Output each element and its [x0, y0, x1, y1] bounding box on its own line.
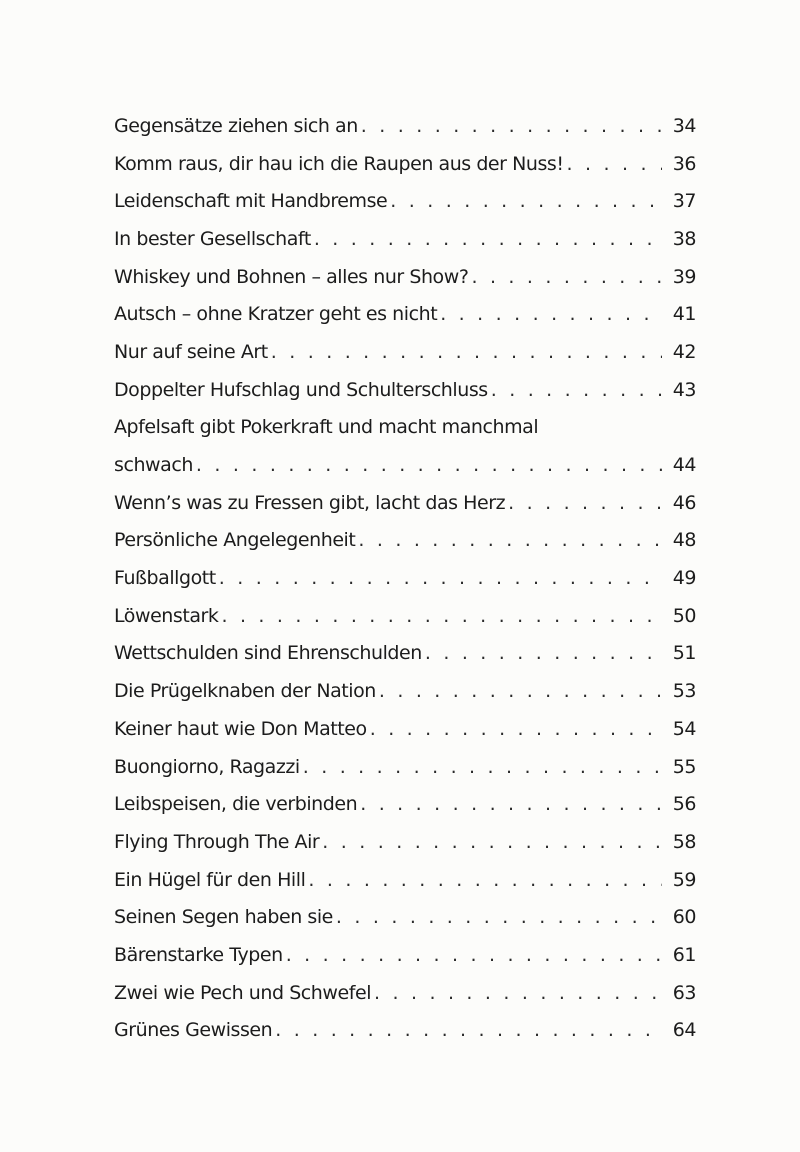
- toc-entry: [114, 333, 696, 371]
- toc-entry-title: Ein Hügel für den Hill: [114, 868, 306, 891]
- toc-entry: [114, 220, 696, 258]
- toc-entry-page: 58: [672, 830, 696, 853]
- toc-entry-title: Buongiorno, Ragazzi: [114, 755, 300, 778]
- toc-entry: [114, 748, 696, 786]
- toc-entry-page: 34: [672, 114, 696, 137]
- toc-entry-page: 61: [672, 943, 696, 966]
- dot-leader: [219, 567, 662, 589]
- toc-entry-title: Whiskey und Bohnen – alles nur Show?: [114, 265, 469, 288]
- toc-entry-title: Apfelsaft gibt Pokerkraft und macht manchmal: [114, 416, 539, 439]
- dot-leader: [271, 341, 662, 363]
- toc-entry-page: 39: [672, 265, 696, 288]
- toc-entry-title: Wenn’s was zu Fressen gibt, lacht das Herz: [114, 491, 506, 514]
- toc-entry-title: Gegensätze ziehen sich an: [114, 114, 358, 137]
- toc-entry-page: 41: [672, 303, 696, 326]
- dot-leader: [374, 982, 662, 1004]
- toc-entry: [114, 1012, 696, 1050]
- dot-leader: [221, 605, 662, 627]
- toc-entry-title: Nur auf seine Art: [114, 340, 268, 363]
- toc-entry-title: Grünes Gewissen: [114, 1019, 273, 1042]
- toc-entry-page: 60: [672, 906, 696, 929]
- toc-entry: [114, 182, 696, 220]
- toc-entry-page: 64: [672, 1019, 696, 1042]
- dot-leader: [286, 944, 662, 966]
- toc-entry: [114, 484, 696, 522]
- toc-entry-page: 50: [672, 604, 696, 627]
- dot-leader: [314, 228, 662, 250]
- toc-entry-title: Fußballgott: [114, 567, 216, 590]
- toc-entry: [114, 258, 696, 296]
- dot-leader: [379, 680, 662, 702]
- toc-entry-title-continued: schwach: [114, 454, 193, 477]
- toc-entry: [114, 785, 696, 823]
- toc-entry-title: Leibspeisen, die verbinden: [114, 793, 358, 816]
- toc-entry-page: 53: [672, 680, 696, 703]
- dot-leader: [425, 642, 662, 664]
- toc-entry-title: Doppelter Hufschlag und Schulterschluss: [114, 378, 488, 401]
- toc-entry-page: 37: [672, 190, 696, 213]
- toc-entry-title: Persönliche Angelegenheit: [114, 529, 356, 552]
- toc-entry-title: Autsch – ohne Kratzer geht es nicht: [114, 303, 438, 326]
- toc-entry-title: Flying Through The Air: [114, 830, 320, 853]
- toc-entry-page: 42: [672, 340, 696, 363]
- dot-leader: [322, 831, 662, 853]
- toc-entry-title: Komm raus, dir hau ich die Raupen aus der Nuss!: [114, 152, 564, 175]
- toc-entry-title: Zwei wie Pech und Schwefel: [114, 981, 372, 1004]
- toc-entry: [114, 861, 696, 899]
- dot-leader: [440, 303, 662, 325]
- dot-leader: [275, 1019, 662, 1041]
- toc-entry-title: Bärenstarke Typen: [114, 943, 283, 966]
- toc-entry-page: 59: [672, 868, 696, 891]
- dot-leader: [370, 718, 662, 740]
- toc-entry-title: Die Prügelknaben der Nation: [114, 680, 376, 703]
- toc-entry-page: 49: [672, 567, 696, 590]
- toc-entry-page: 63: [672, 981, 696, 1004]
- toc-entry-title: Wettschulden sind Ehrenschulden: [114, 642, 422, 665]
- toc-entry: [114, 409, 696, 484]
- toc-entry: [114, 371, 696, 409]
- toc-entry-page: 55: [672, 755, 696, 778]
- toc-entry: [114, 597, 696, 635]
- toc-entry-page: 38: [672, 227, 696, 250]
- toc-entry-page: 43: [672, 378, 696, 401]
- dot-leader: [567, 153, 662, 175]
- dot-leader: [390, 190, 662, 212]
- toc-entry-page: 51: [672, 642, 696, 665]
- toc-entry: [114, 635, 696, 673]
- toc-entry: [114, 823, 696, 861]
- toc-entry: [114, 107, 696, 145]
- toc-entry-title: Seinen Segen haben sie: [114, 906, 333, 929]
- dot-leader: [361, 115, 662, 137]
- dot-leader: [508, 492, 662, 514]
- toc-entry-page: 36: [672, 152, 696, 175]
- table-of-contents: [114, 107, 696, 1049]
- toc-entry: [114, 936, 696, 974]
- dot-leader: [471, 266, 662, 288]
- toc-entry: [114, 898, 696, 936]
- toc-entry-title: Leidenschaft mit Handbremse: [114, 190, 388, 213]
- toc-entry-page: 54: [672, 717, 696, 740]
- dot-leader: [196, 454, 662, 476]
- toc-entry-page: 56: [672, 793, 696, 816]
- dot-leader: [308, 869, 662, 891]
- toc-entry-page: 48: [672, 529, 696, 552]
- toc-entry-page: 44: [672, 454, 696, 477]
- toc-entry-title: Keiner haut wie Don Matteo: [114, 717, 367, 740]
- toc-entry: [114, 522, 696, 560]
- toc-entry: [114, 559, 696, 597]
- toc-entry: [114, 710, 696, 748]
- toc-entry: [114, 974, 696, 1012]
- dot-leader: [303, 756, 662, 778]
- toc-entry: [114, 145, 696, 183]
- dot-leader: [360, 793, 662, 815]
- toc-entry-page: 46: [672, 491, 696, 514]
- toc-entry-title: Löwenstark: [114, 604, 219, 627]
- toc-entry: [114, 672, 696, 710]
- toc-entry: [114, 295, 696, 333]
- toc-entry-title: In bester Gesellschaft: [114, 227, 311, 250]
- dot-leader: [491, 379, 662, 401]
- dot-leader: [358, 529, 662, 551]
- dot-leader: [336, 906, 662, 928]
